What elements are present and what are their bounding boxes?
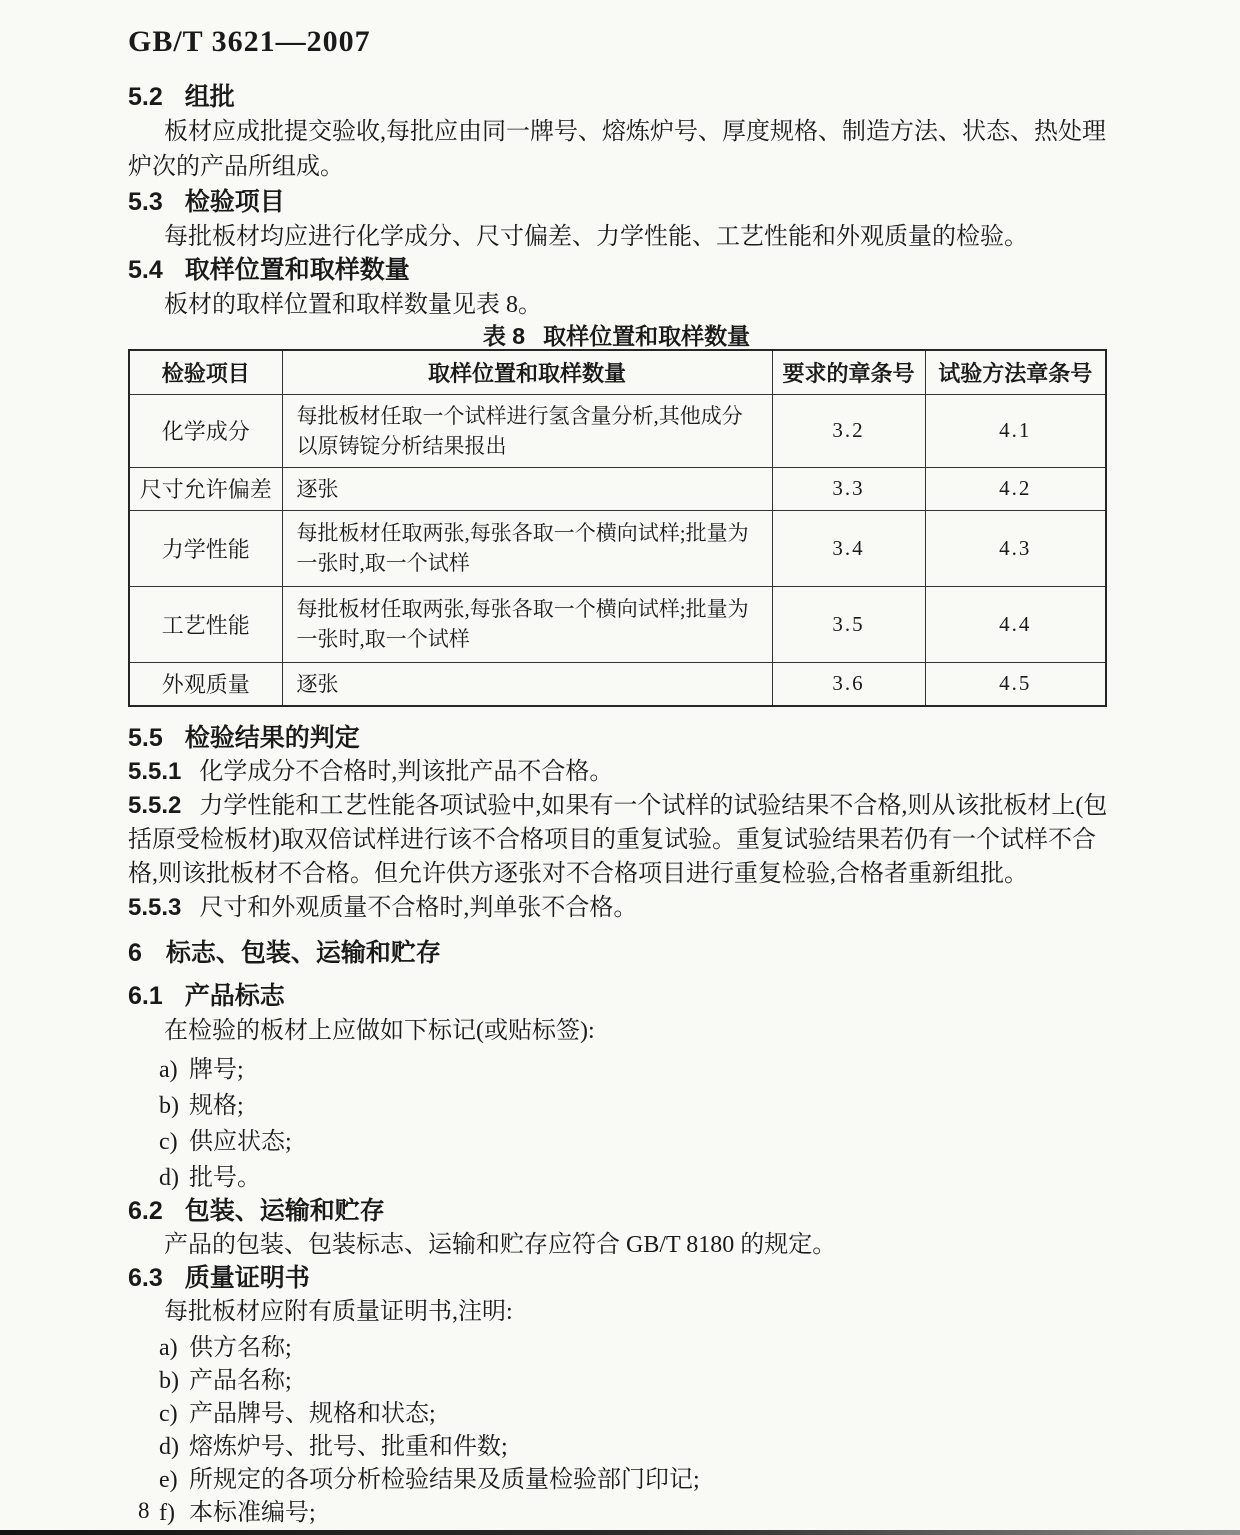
list-item-label: c) — [159, 1128, 178, 1155]
table-row — [129, 394, 1106, 467]
list-item-label: f) — [159, 1499, 175, 1526]
quality-certificate-list — [128, 1332, 1110, 1530]
table-row — [129, 662, 1106, 706]
list-item-text: 牌号; — [189, 1056, 244, 1083]
list-item — [128, 1464, 1110, 1497]
column-header-requirement-clause: 要求的章条号 — [772, 350, 925, 394]
cell-requirement-clause: 3.3 — [772, 467, 925, 510]
section-heading-5-4 — [128, 255, 1110, 285]
cell-inspection-item: 化学成分 — [129, 394, 282, 467]
clause-number: 5.5.3 — [128, 893, 182, 921]
list-item-label: a) — [159, 1056, 178, 1083]
scan-edge-shadow — [0, 1530, 1240, 1535]
cell-sampling: 每批板材任取两张,每张各取一个横向试样;批量为一张时,取一个试样 — [282, 510, 772, 586]
table-8 — [128, 349, 1107, 707]
list-item-text: 熔炼炉号、批号、批重和件数; — [189, 1433, 508, 1460]
cell-requirement-clause: 3.6 — [772, 662, 925, 706]
clause-5-5-2 — [128, 789, 1110, 891]
paragraph-5-3: 每批板材均应进行化学成分、尺寸偏差、力学性能、工艺性能和外观质量的检验。 — [164, 224, 1028, 250]
section-heading-6-2 — [128, 1196, 1110, 1226]
list-item-text: 产品名称; — [189, 1367, 292, 1394]
cell-sampling: 逐张 — [282, 662, 772, 706]
section-title: 包装、运输和贮存 — [184, 1196, 385, 1225]
section-number: 6.3 — [128, 1263, 163, 1292]
list-item-label: c) — [159, 1400, 178, 1427]
table-caption-title: 取样位置和取样数量 — [543, 323, 751, 349]
clause-5-5-3 — [128, 891, 1110, 925]
list-item — [128, 1431, 1110, 1464]
section-number: 5.2 — [128, 83, 163, 111]
paragraph-5-2: 板材应成批提交验收,每批应由同一牌号、熔炼炉号、厚度规格、制造方法、状态、热处理炉次的产品所组成。 — [128, 119, 1106, 180]
clause-number: 5.5.2 — [128, 791, 182, 819]
list-item-label: d) — [159, 1433, 179, 1460]
cell-requirement-clause: 3.4 — [772, 510, 925, 586]
section-heading-5-2 — [128, 82, 1110, 112]
list-item-label: e) — [159, 1466, 178, 1493]
section-title: 检验项目 — [184, 188, 285, 216]
section-title: 检验结果的判定 — [184, 723, 360, 752]
section-title: 取样位置和取样数量 — [184, 256, 410, 284]
section-title: 质量证明书 — [184, 1263, 310, 1292]
table-caption-label: 表 8 — [482, 323, 526, 349]
page-number: 8 — [138, 1498, 150, 1523]
chapter-number: 6 — [128, 938, 142, 967]
cell-inspection-item: 尺寸允许偏差 — [129, 467, 282, 510]
column-header-test-method-clause: 试验方法章条号 — [925, 350, 1106, 394]
clause-text: 尺寸和外观质量不合格时,判单张不合格。 — [199, 894, 638, 921]
cell-inspection-item: 力学性能 — [129, 510, 282, 586]
section-title: 产品标志 — [184, 981, 285, 1010]
list-item — [128, 1160, 1110, 1196]
cell-inspection-item: 外观质量 — [129, 662, 282, 706]
section-number: 5.4 — [128, 256, 163, 284]
list-item — [128, 1124, 1110, 1160]
clause-text: 力学性能和工艺性能各项试验中,如果有一个试样的试验结果不合格,则从该批板材上(包括原受检板材)取双倍试样进行该不合格项目的重复试验。重复试验结果若仍有一个试样不合格,则该批板材不合格。但允许供方逐张对不合格项目进行重复检验,合格者重新组批。 — [128, 792, 1108, 887]
clause-5-5-1 — [128, 755, 1110, 789]
list-item — [128, 1497, 1110, 1530]
section-number: 6.2 — [128, 1196, 163, 1225]
list-item-text: 批号。 — [189, 1164, 261, 1191]
clause-number: 5.5.1 — [128, 757, 182, 785]
cell-test-method-clause: 4.3 — [925, 510, 1106, 586]
list-item-text: 供应状态; — [189, 1128, 292, 1155]
list-item-label: d) — [159, 1164, 179, 1191]
page-content — [128, 26, 1110, 1530]
section-heading-5-3 — [128, 187, 1110, 217]
list-item — [128, 1332, 1110, 1365]
cell-inspection-item: 工艺性能 — [129, 586, 282, 662]
section-heading-6-3 — [128, 1263, 1110, 1293]
list-item — [128, 1088, 1110, 1124]
section-number: 6.1 — [128, 981, 163, 1010]
list-item-text: 供方名称; — [189, 1334, 292, 1361]
paragraph-5-4: 板材的取样位置和取样数量见表 8。 — [164, 292, 542, 318]
list-item — [128, 1398, 1110, 1431]
chapter-title: 标志、包装、运输和贮存 — [165, 938, 441, 967]
chapter-heading-6 — [128, 937, 1110, 969]
cell-test-method-clause: 4.4 — [925, 586, 1106, 662]
list-item-text: 本标准编号; — [189, 1499, 316, 1526]
cell-requirement-clause: 3.5 — [772, 586, 925, 662]
table-row — [129, 467, 1106, 510]
cell-sampling: 逐张 — [282, 467, 772, 510]
table-row — [129, 510, 1106, 586]
list-item — [128, 1052, 1110, 1088]
cell-sampling: 每批板材任取一个试样进行氢含量分析,其他成分以原铸锭分析结果报出 — [282, 394, 772, 467]
list-item-text: 规格; — [189, 1092, 244, 1119]
cell-test-method-clause: 4.1 — [925, 394, 1106, 467]
list-item-text: 所规定的各项分析检验结果及质量检验部门印记; — [189, 1466, 700, 1493]
paragraph-6-3: 每批板材应附有质量证明书,注明: — [164, 1298, 513, 1325]
section-number: 5.3 — [128, 188, 163, 216]
cell-test-method-clause: 4.2 — [925, 467, 1106, 510]
section-heading-5-5 — [128, 723, 1110, 753]
list-item-label: b) — [159, 1367, 179, 1394]
list-item-label: b) — [159, 1092, 179, 1119]
column-header-sampling: 取样位置和取样数量 — [282, 350, 772, 394]
standard-number-header: GB/T 3621—2007 — [128, 25, 371, 58]
section-title: 组批 — [184, 83, 235, 111]
cell-requirement-clause: 3.2 — [772, 394, 925, 467]
table-header-row — [129, 350, 1106, 394]
paragraph-6-2: 产品的包装、包装标志、运输和贮存应符合 GB/T 8180 的规定。 — [164, 1231, 837, 1258]
column-header-inspection-item: 检验项目 — [129, 350, 282, 394]
list-item-text: 产品牌号、规格和状态; — [189, 1400, 436, 1427]
list-item — [128, 1365, 1110, 1398]
list-item-label: a) — [159, 1334, 178, 1361]
cell-test-method-clause: 4.5 — [925, 662, 1106, 706]
section-heading-6-1 — [128, 981, 1110, 1011]
cell-sampling: 每批板材任取两张,每张各取一个横向试样;批量为一张时,取一个试样 — [282, 586, 772, 662]
paragraph-6-1: 在检验的板材上应做如下标记(或贴标签): — [164, 1017, 595, 1044]
clause-text: 化学成分不合格时,判该批产品不合格。 — [199, 758, 614, 785]
section-number: 5.5 — [128, 723, 163, 752]
table-8-caption — [128, 323, 1105, 349]
product-marking-list — [128, 1052, 1110, 1196]
table-row — [129, 586, 1106, 662]
